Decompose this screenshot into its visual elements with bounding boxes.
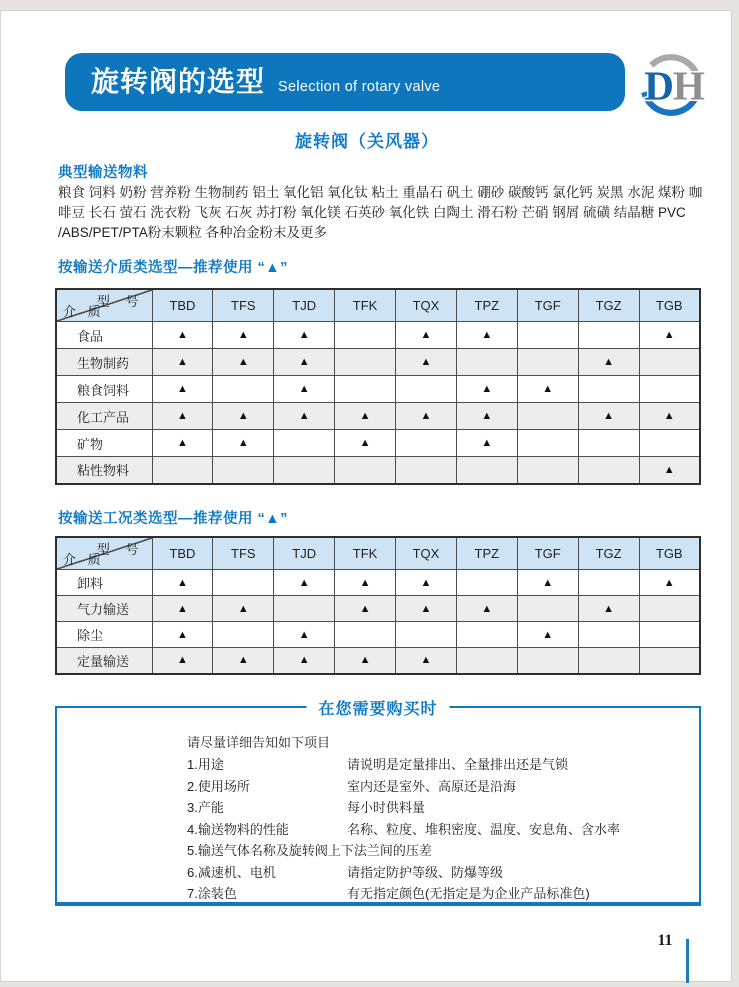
purchase-item-row [187, 883, 687, 905]
recommended-mark-cell: ▲ [396, 403, 457, 430]
logo-letter-d: D [644, 62, 674, 109]
recommended-mark-cell: ▲ [639, 322, 700, 349]
row-label: 定量输送 [56, 648, 152, 674]
recommended-mark-cell: ▲ [213, 596, 274, 622]
empty-cell [639, 430, 700, 457]
recommended-mark-cell: ▲ [335, 596, 396, 622]
recommended-mark-cell: ▲ [639, 403, 700, 430]
empty-cell [335, 349, 396, 376]
purchase-item-row [187, 754, 687, 776]
empty-cell [578, 570, 639, 596]
recommended-mark-cell: ▲ [335, 570, 396, 596]
model-column-header: TPZ [456, 289, 517, 322]
table-row [56, 622, 700, 648]
empty-cell [456, 622, 517, 648]
row-label: 粘性物料 [56, 457, 152, 484]
recommended-mark-cell: ▲ [213, 430, 274, 457]
purchase-item-label: 5.输送气体名称及旋转阀上下法兰间的压差 [187, 843, 432, 858]
recommended-mark-cell: ▲ [152, 403, 213, 430]
recommended-mark-cell: ▲ [396, 322, 457, 349]
model-column-header: TJD [274, 289, 335, 322]
row-label: 气力输送 [56, 596, 152, 622]
row-label: 除尘 [56, 622, 152, 648]
empty-cell [274, 430, 335, 457]
empty-cell [578, 376, 639, 403]
logo-letter-h: H [672, 62, 705, 109]
purchase-item-label: 4.输送物料的性能 [187, 821, 289, 837]
empty-cell [578, 457, 639, 484]
empty-cell [456, 349, 517, 376]
purchase-box-title: 在您需要购买时 [306, 696, 449, 719]
empty-cell [335, 622, 396, 648]
recommended-mark-cell: ▲ [152, 376, 213, 403]
recommended-mark-cell: ▲ [456, 322, 517, 349]
purchase-item-value: 请说明是定量排出、全量排出还是气锁 [347, 757, 569, 772]
row-label: 粮食饲料 [56, 376, 152, 403]
recommended-mark-cell: ▲ [517, 376, 578, 403]
empty-cell [213, 570, 274, 596]
recommended-mark-cell: ▲ [274, 648, 335, 674]
empty-cell [578, 648, 639, 674]
materials-section-heading: 典型输送物料 [58, 165, 148, 181]
recommended-mark-cell: ▲ [456, 403, 517, 430]
purchase-item-row [187, 862, 687, 884]
recommended-mark-cell: ▲ [152, 622, 213, 648]
empty-cell [517, 349, 578, 376]
purchase-item-row [187, 797, 687, 819]
model-column-header: TGB [639, 537, 700, 570]
table-row [56, 376, 700, 403]
recommended-mark-cell: ▲ [639, 570, 700, 596]
recommended-mark-cell: ▲ [335, 430, 396, 457]
row-label: 化工产品 [56, 403, 152, 430]
recommended-mark-cell: ▲ [396, 349, 457, 376]
recommended-mark-cell: ▲ [152, 430, 213, 457]
empty-cell [213, 622, 274, 648]
table-row [56, 403, 700, 430]
model-column-header: TQX [396, 289, 457, 322]
empty-cell [578, 430, 639, 457]
materials-list-text: 粮食 饲料 奶粉 营养粉 生物制药 铝土 氧化铝 氧化钛 粘土 重晶石 矾土 硼砂 碳酸钙 氯化钙 炭黑 水泥 煤粉 咖啡豆 长石 萤石 洗衣粉 飞灰 石灰 苏打粉 氧化镁 石英砂 氧化铁 白陶土 滑石粉 芒硝 钢屑 硫磺 结晶糖 PVC /ABS/PET/PTA粉末颗粒 各种冶金粉末及更多 [58, 185, 703, 240]
empty-cell [213, 376, 274, 403]
recommended-mark-cell: ▲ [396, 570, 457, 596]
row-label: 食品 [56, 322, 152, 349]
purchase-item-row [187, 840, 687, 862]
recommended-mark-cell: ▲ [152, 349, 213, 376]
empty-cell [396, 622, 457, 648]
row-label: 生物制药 [56, 349, 152, 376]
purchase-item-label: 2.使用场所 [187, 778, 250, 794]
empty-cell [152, 457, 213, 484]
purchase-item-value: 名称、粒度、堆积密度、温度、安息角、含水率 [347, 821, 621, 837]
recommended-mark-cell: ▲ [335, 403, 396, 430]
recommended-mark-cell: ▲ [213, 322, 274, 349]
recommended-mark-cell: ▲ [213, 403, 274, 430]
model-column-header: TFS [213, 289, 274, 322]
empty-cell [335, 457, 396, 484]
model-column-header: TFK [335, 289, 396, 322]
recommended-mark-cell: ▲ [152, 322, 213, 349]
purchase-item-list [187, 754, 687, 905]
logo-circle-icon [635, 49, 707, 121]
table-row [56, 430, 700, 457]
empty-cell [396, 376, 457, 403]
empty-cell [517, 596, 578, 622]
empty-cell [213, 457, 274, 484]
empty-cell [274, 457, 335, 484]
page-title: 旋转阀（关风器） [295, 132, 439, 151]
recommended-mark-cell: ▲ [152, 648, 213, 674]
recommended-mark-cell: ▲ [578, 349, 639, 376]
table-by-medium-heading: 按输送介质类选型—推荐使用 “▲” [58, 260, 288, 276]
empty-cell [274, 596, 335, 622]
footer-divider-line [686, 939, 689, 983]
model-column-header: TFS [213, 537, 274, 570]
purchase-item-row [187, 776, 687, 798]
empty-cell [517, 322, 578, 349]
corner-label-medium: 介 质 [63, 552, 105, 567]
corner-cell-model-medium [56, 289, 152, 322]
recommended-mark-cell: ▲ [639, 457, 700, 484]
corner-label-model: 型 号 [96, 294, 145, 309]
empty-cell [639, 349, 700, 376]
table-row [56, 457, 700, 484]
empty-cell [578, 622, 639, 648]
recommended-mark-cell: ▲ [274, 403, 335, 430]
empty-cell [517, 430, 578, 457]
purchase-box-content [187, 732, 687, 905]
recommended-mark-cell: ▲ [274, 349, 335, 376]
model-column-header: TPZ [456, 537, 517, 570]
empty-cell [396, 430, 457, 457]
purchase-item-value: 室内还是室外、高原还是沿海 [347, 778, 517, 794]
purchase-item-value: 每小时供料量 [347, 800, 426, 815]
purchase-item-label: 3.产能 [187, 800, 224, 815]
model-column-header: TGZ [578, 289, 639, 322]
page-number: 11 [657, 932, 673, 949]
company-logo-icon [635, 49, 707, 121]
recommended-mark-cell: ▲ [152, 570, 213, 596]
recommended-mark-cell: ▲ [578, 596, 639, 622]
purchase-info-box [55, 701, 701, 906]
model-column-header: TGF [517, 289, 578, 322]
table-row [56, 648, 700, 674]
table-header-row [56, 289, 700, 322]
recommended-mark-cell: ▲ [456, 376, 517, 403]
table-row [56, 570, 700, 596]
table-row [56, 349, 700, 376]
empty-cell [456, 570, 517, 596]
recommended-mark-cell: ▲ [396, 596, 457, 622]
recommended-mark-cell: ▲ [517, 570, 578, 596]
empty-cell [639, 596, 700, 622]
recommended-mark-cell: ▲ [274, 622, 335, 648]
recommended-mark-cell: ▲ [456, 430, 517, 457]
recommended-mark-cell: ▲ [274, 376, 335, 403]
table-by-condition-heading: 按输送工况类选型—推荐使用 “▲” [58, 511, 288, 527]
corner-label-model: 型 号 [96, 542, 145, 557]
recommended-mark-cell: ▲ [335, 648, 396, 674]
purchase-item-label: 1.用途 [187, 757, 224, 772]
banner-title: 旋转阀的选型 [91, 66, 266, 97]
empty-cell [396, 457, 457, 484]
table-row [56, 322, 700, 349]
purchase-item-label: 7.涂装色 [187, 886, 237, 901]
table-row [56, 596, 700, 622]
model-column-header: TGB [639, 289, 700, 322]
model-column-header: TQX [396, 537, 457, 570]
banner-subtitle: Selection of rotary valve [278, 79, 441, 95]
empty-cell [639, 622, 700, 648]
recommended-mark-cell: ▲ [213, 648, 274, 674]
model-column-header: TBD [152, 289, 213, 322]
model-column-header: TJD [274, 537, 335, 570]
selection-table-by-medium [55, 288, 701, 485]
empty-cell [456, 648, 517, 674]
recommended-mark-cell: ▲ [456, 596, 517, 622]
recommended-mark-cell: ▲ [213, 349, 274, 376]
empty-cell [335, 322, 396, 349]
purchase-item-value: 有无指定颜色(无指定是为企业产品标准色) [347, 886, 590, 901]
table-header-row [56, 537, 700, 570]
recommended-mark-cell: ▲ [274, 570, 335, 596]
empty-cell [578, 322, 639, 349]
document-page [0, 10, 732, 982]
recommended-mark-cell: ▲ [517, 622, 578, 648]
empty-cell [335, 376, 396, 403]
empty-cell [639, 648, 700, 674]
purchase-item-value: 请指定防护等级、防爆等级 [347, 864, 504, 880]
recommended-mark-cell: ▲ [152, 596, 213, 622]
recommended-mark-cell: ▲ [396, 648, 457, 674]
corner-cell-model-medium [56, 537, 152, 570]
empty-cell [517, 648, 578, 674]
header-banner [65, 53, 625, 111]
purchase-item-row [187, 819, 687, 841]
model-column-header: TFK [335, 537, 396, 570]
row-label: 卸料 [56, 570, 152, 596]
corner-label-medium: 介 质 [63, 304, 105, 319]
empty-cell [639, 376, 700, 403]
recommended-mark-cell: ▲ [578, 403, 639, 430]
empty-cell [517, 403, 578, 430]
model-column-header: TGZ [578, 537, 639, 570]
model-column-header: TGF [517, 537, 578, 570]
recommended-mark-cell: ▲ [274, 322, 335, 349]
purchase-item-label: 6.减速机、电机 [187, 864, 276, 880]
model-column-header: TBD [152, 537, 213, 570]
empty-cell [456, 457, 517, 484]
svg-text:DH [644, 62, 705, 108]
empty-cell [517, 457, 578, 484]
selection-table-by-condition [55, 536, 701, 675]
purchase-intro-text: 请尽量详细告知如下项目 [187, 735, 331, 750]
row-label: 矿物 [56, 430, 152, 457]
